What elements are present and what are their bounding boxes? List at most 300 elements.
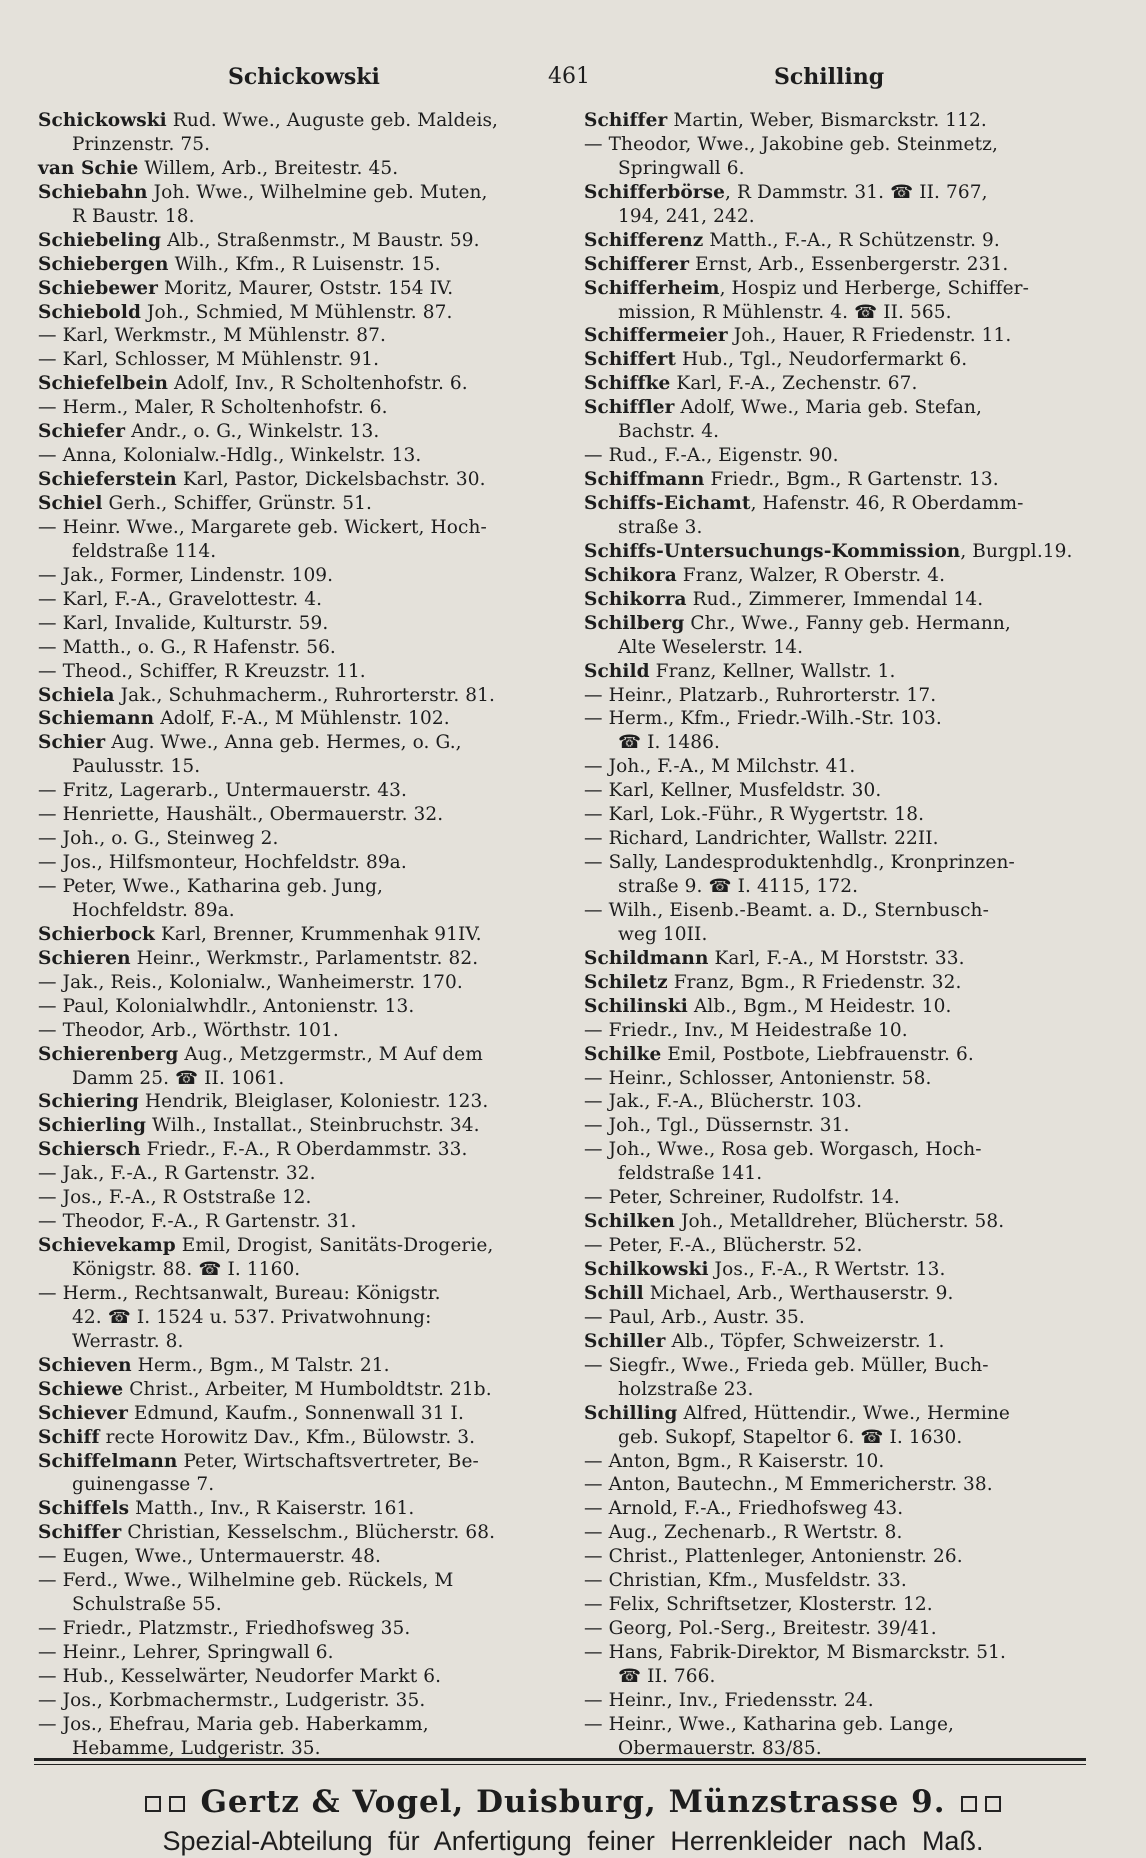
directory-entry-line [584,1210,1086,1234]
entry-surname: Schilberg [584,612,685,634]
directory-entry-line [584,1545,1086,1569]
entry-text: Obermauerstr. 83/85. [618,1737,822,1759]
entry-continuation-line [584,205,1086,229]
directory-entry-line [38,1114,554,1138]
entry-text: Rud. Wwe., Auguste geb. Maldeis, [166,110,499,131]
entry-surname: Schiebergen [38,253,169,275]
entry-surname: Schieferstein [38,469,177,491]
entry-text: — Christ., Plattenleger, Antonienstr. 26. [584,1546,963,1568]
entry-text: — Jak., Reis., Kolonialw., Wanheimerstr. 170. [38,971,463,993]
entry-surname: Schill [584,1282,644,1304]
entry-text: Aug., Metzgermstr., M Auf dem [178,1043,483,1065]
directory-entry-line [584,444,1086,468]
entry-continuation-line [584,420,1086,444]
entry-text: — Fritz, Lagerarb., Untermauerstr. 43. [38,780,407,802]
entry-text: , R Dammstr. 31. ☎ II. 767, [725,181,988,203]
entry-text: — Heinr., Wwe., Katharina geb. Lange, [584,1713,954,1735]
directory-entry-line [38,1545,554,1569]
ornament-square-icon [961,1796,977,1812]
entry-surname: Schiffmann [584,469,705,491]
directory-entry-line [584,971,1086,995]
directory-entry-line [38,109,554,133]
entry-text: — Heinr., Schlosser, Antonienstr. 58. [584,1067,932,1089]
directory-entry-line [584,1019,1086,1043]
entry-text: Paulusstr. 15. [72,756,201,778]
entry-text: R Baustr. 18. [72,205,195,227]
ornament-square-icon [985,1796,1001,1812]
entry-continuation-line [38,1306,554,1330]
directory-entry-line [38,1210,554,1234]
entry-text: Schulstraße 55. [72,1594,222,1616]
directory-entry-line [38,157,554,181]
directory-entry-line [584,564,1086,588]
directory-entry-line [584,1282,1086,1306]
entry-text: guinengasse 7. [72,1474,215,1496]
running-head-first-entry: Schickowski [228,64,380,90]
entry-text: — Karl, Lok.-Führ., R Wygertstr. 18. [584,804,925,826]
entry-text: Alte Weselerstr. 14. [618,636,804,658]
entry-surname: Schilken [584,1211,675,1233]
directory-entry-line [584,133,1086,157]
entry-text: Willem, Arb., Breitestr. 45. [138,157,399,179]
running-head-last-entry: Schilling [774,64,885,90]
directory-entry-line [38,468,554,492]
directory-entry-line [584,660,1086,684]
entry-text: Hub., Tgl., Neudorfermarkt 6. [675,349,968,371]
divider-rule [34,1758,1086,1761]
entry-text: — Richard, Landrichter, Wallstr. 22II. [584,828,939,850]
entry-text: Joh. Wwe., Wilhelmine geb. Muten, [147,181,488,203]
entry-text: — Rud., F.-A., Eigenstr. 90. [584,445,839,467]
entry-text: Franz, Walzer, R Oberstr. 4. [676,564,946,586]
advertisement-title: Gertz & Vogel, Duisburg, Münzstrasse 9. [200,1784,946,1820]
entry-text: Alb., Töpfer, Schweizerstr. 1. [665,1330,945,1352]
entry-text: Heinr., Werkmstr., Parlamentstr. 82. [130,947,479,969]
directory-entry-line [584,1473,1086,1497]
entry-text: — Sally, Landesproduktenhdlg., Kronprinzen- [584,852,1015,874]
directory-entry-line [584,372,1086,396]
entry-text: — Joh., Wwe., Rosa geb. Worgasch, Hoch- [584,1139,982,1161]
directory-entry-line [38,396,554,420]
directory-entry-line [38,803,554,827]
directory-entry-line [38,564,554,588]
entry-text: Karl, Brenner, Krummenhak 91IV. [154,923,482,945]
entry-text: — Jak., Former, Lindenstr. 109. [38,564,334,586]
ornament-square-icon [145,1796,161,1812]
entry-text: — Paul, Arb., Austr. 35. [584,1306,805,1328]
entry-text: — Peter, F.-A., Blücherstr. 52. [584,1235,863,1257]
directory-entry-line [584,1402,1086,1426]
directory-entry-line [38,1138,554,1162]
entry-text: — Anton, Bautechn., M Emmericherstr. 38. [584,1474,993,1496]
entry-text: Adolf, F.-A., M Mühlenstr. 102. [154,708,450,730]
entry-surname: Schiebahn [38,181,148,203]
directory-entry-line [584,588,1086,612]
entry-surname: Schiffermeier [584,325,728,347]
entry-text: geb. Sukopf, Stapeltor 6. ☎ I. 1630. [618,1426,963,1448]
directory-entry-line [584,1450,1086,1474]
entry-continuation-line [584,875,1086,899]
directory-entry-line [38,1617,554,1641]
entry-text: — Peter, Wwe., Katharina geb. Jung, [38,876,384,897]
entry-text: — Jos., Korbmachermstr., Ludgeristr. 35. [38,1689,426,1711]
entry-continuation-line [584,1665,1086,1689]
entry-text: — Karl, Werkmstr., M Mühlenstr. 87. [38,325,386,347]
directory-entry-line [584,947,1086,971]
directory-entry-line [38,1090,554,1114]
entry-text: — Hub., Kesselwärter, Neudorfer Markt 6. [38,1665,442,1687]
directory-entry-line [38,660,554,684]
directory-entry-line [38,1641,554,1665]
entry-text: Ernst, Arb., Essenbergerstr. 231. [689,253,1009,275]
entry-text: — Henriette, Haushält., Obermauerstr. 32. [38,804,444,826]
directory-entry-line [38,731,554,755]
entry-text: — Paul, Kolonialwhdlr., Antonienstr. 13. [38,995,415,1017]
entry-text: Alb., Bgm., M Heidestr. 10. [687,995,952,1017]
advertisement-title-row [0,1784,1146,1820]
entry-text: Hebamme, Ludgeristr. 35. [72,1737,321,1759]
entry-text: Christian, Kesselschm., Blücherstr. 68. [121,1522,496,1544]
directory-entry-line [584,1090,1086,1114]
entry-text: Herm., Bgm., M Talstr. 21. [131,1354,390,1376]
directory-entry-line [38,1043,554,1067]
entry-text: Matth., Inv., R Kaiserstr. 161. [129,1498,415,1520]
directory-entry-line [584,612,1086,636]
entry-surname: Schiefelbein [38,373,169,395]
entry-surname: Schilling [584,1402,678,1424]
entry-text: Peter, Wirtschaftsvertreter, Be- [177,1450,479,1472]
directory-entry-line [38,1186,554,1210]
entry-surname: Schikorra [584,588,687,610]
directory-entry-line [38,851,554,875]
directory-entry-line [38,1426,554,1450]
entry-text: Karl, Pastor, Dickelsbachstr. 30. [176,469,486,491]
directory-entry-line [38,348,554,372]
directory-entry-line [38,1665,554,1689]
entry-surname: Schievekamp [38,1235,176,1257]
directory-entry-line [38,1450,554,1474]
entry-text: Springwall 6. [618,157,745,179]
entry-text: ☎ I. 1486. [618,732,720,754]
entry-continuation-line [38,1593,554,1617]
directory-entry-line [38,1689,554,1713]
entry-surname: Schifferenz [584,229,704,251]
directory-entry-line [584,1306,1086,1330]
entry-surname: Schifferbörse [584,181,726,203]
directory-entry-line [584,324,1086,348]
entry-text: — Christian, Kfm., Musfeldstr. 33. [584,1570,907,1592]
entry-continuation-line [584,636,1086,660]
entry-text: — Theodor, Arb., Wörthstr. 101. [38,1019,339,1041]
entry-surname: Schierling [38,1115,147,1137]
entry-text: feldstraße 114. [72,540,217,562]
entry-surname: Schiel [38,493,103,514]
entry-text: — Karl, Kellner, Musfeldstr. 30. [584,780,882,802]
directory-entry-line [38,827,554,851]
directory-entry-line [584,109,1086,133]
entry-text: — Arnold, F.-A., Friedhofsweg 43. [584,1498,904,1520]
entry-text: — Jos., Ehefrau, Maria geb. Haberkamm, [38,1713,429,1735]
entry-text: Hendrik, Bleiglaser, Koloniestr. 123. [138,1091,489,1113]
entry-surname: Schiffer [38,1522,122,1544]
entry-text: — Matth., o. G., R Hafenstr. 56. [38,636,336,658]
entry-text: Königstr. 88. ☎ I. 1160. [72,1259,301,1280]
entry-text: — Karl, Invalide, Kulturstr. 59. [38,612,329,634]
entry-text: — Herm., Kfm., Friedr.-Wilh.-Str. 103. [584,708,942,730]
entry-continuation-line [584,301,1086,325]
entry-surname: van Schie [38,157,139,179]
entry-text: — Wilh., Eisenb.-Beamt. a. D., Sternbusch- [584,899,989,921]
directory-entry-line [38,923,554,947]
directory-entry-line [584,1617,1086,1641]
entry-text: Gerh., Schiffer, Grünstr. 51. [102,493,372,514]
entry-text: , Hafenstr. 46, R Oberdamm- [750,493,1024,514]
entry-text: — Joh., Tgl., Düssernstr. 31. [584,1115,850,1137]
entry-text: , Hospiz und Herberge, Schiffer- [719,277,1029,299]
directory-entry-line [38,1162,554,1186]
entry-continuation-line [38,205,554,229]
directory-entry-line [584,348,1086,372]
directory-entry-line [584,1641,1086,1665]
directory-entry-line [584,277,1086,301]
entry-text: — Theodor, Wwe., Jakobine geb. Steinmetz, [584,133,998,155]
entry-surname: Schiff [38,1426,100,1448]
directory-entry-line [38,1282,554,1306]
entry-text: ☎ II. 766. [618,1665,716,1687]
directory-entry-line [38,588,554,612]
entry-text: — Ferd., Wwe., Wilhelmine geb. Rückels, M [38,1570,454,1592]
entry-surname: Schiffs-Untersuchungs-Kommission [584,540,961,562]
entry-continuation-line [38,1330,554,1354]
directory-entry-line [584,1234,1086,1258]
directory-entry-line [38,1497,554,1521]
directory-entry-line [38,372,554,396]
directory-entry-line [38,253,554,277]
directory-entry-line [38,1521,554,1545]
entry-text: — Peter, Schreiner, Rudolfstr. 14. [584,1187,900,1209]
entry-text: Hochfeldstr. 89a. [72,899,235,921]
entry-surname: Schilkowski [584,1259,709,1280]
directory-entry-line [584,181,1086,205]
directory-entry-line [38,1378,554,1402]
directory-entry-line [38,971,554,995]
entry-text: Matth., F.-A., R Schützenstr. 9. [703,229,1000,251]
entry-text: feldstraße 141. [618,1163,763,1185]
directory-entry-line [38,779,554,803]
directory-entry-line [38,301,554,325]
entry-text: Adolf, Inv., R Scholtenhofstr. 6. [168,373,468,395]
entry-surname: Schiller [584,1330,666,1352]
entry-surname: Schildmann [584,947,709,969]
entry-text: Moritz, Maurer, Oststr. 154 IV. [158,277,454,299]
directory-entry-line [38,516,554,540]
directory-entry-line [584,1569,1086,1593]
directory-entry-line [38,1019,554,1043]
entry-text: Rud., Zimmerer, Immendal 14. [686,588,984,610]
entry-text: Chr., Wwe., Fanny geb. Hermann, [684,612,1011,634]
entry-text: Alfred, Hüttendir., Wwe., Hermine [677,1402,1010,1424]
directory-entry-line [38,1569,554,1593]
entry-text: holzstraße 23. [618,1378,754,1400]
entry-text: — Felix, Schriftsetzer, Klosterstr. 12. [584,1594,933,1616]
directory-entry-line [38,707,554,731]
directory-entry-line [38,492,554,516]
entry-surname: Schiffert [584,349,676,371]
directory-entry-line [584,827,1086,851]
entry-text: — Friedr., Inv., M Heidestraße 10. [584,1019,908,1041]
entry-text: Karl, F.-A., M Horststr. 33. [708,947,965,969]
entry-surname: Schiewe [38,1378,124,1400]
directory-entry-line [584,899,1086,923]
entry-surname: Schieven [38,1354,132,1376]
entry-text: weg 10II. [618,923,708,945]
directory-entry-line [38,1713,554,1737]
entry-text: — Heinr., Platzarb., Ruhrorterstr. 17. [584,684,937,706]
directory-entry-line [38,684,554,708]
directory-entry-line [584,253,1086,277]
directory-entry-line [584,1689,1086,1713]
directory-entry-line [38,324,554,348]
entry-continuation-line [584,731,1086,755]
entry-text: — Aug., Zechenarb., R Wertstr. 8. [584,1522,903,1544]
directory-entry-line [584,1186,1086,1210]
entry-text: — Siegfr., Wwe., Frieda geb. Müller, Buch- [584,1354,989,1376]
entry-surname: Schiffelmann [38,1450,178,1472]
entry-continuation-line [38,899,554,923]
directory-entry-line [584,803,1086,827]
entry-text: Adolf, Wwe., Maria geb. Stefan, [674,397,982,419]
directory-entry-line [584,995,1086,1019]
entry-text: 42. ☎ I. 1524 u. 537. Privatwohnung: [72,1306,432,1328]
entry-text: Michael, Arb., Werthauserstr. 9. [643,1282,954,1304]
directory-entry-line [38,995,554,1019]
entry-text: — Herm., Maler, R Scholtenhofstr. 6. [38,397,388,419]
entry-continuation-line [38,1473,554,1497]
directory-entry-line [584,1497,1086,1521]
entry-surname: Schieren [38,947,131,969]
entry-text: — Joh., o. G., Steinweg 2. [38,828,279,850]
entry-text: Prinzenstr. 75. [72,133,211,155]
directory-entry-line [584,1521,1086,1545]
entry-continuation-line [38,1067,554,1091]
entry-surname: Schiebeling [38,229,162,251]
directory-entry-line [584,779,1086,803]
entry-text: — Anton, Bgm., R Kaiserstr. 10. [584,1450,885,1472]
directory-column-left [38,109,554,1761]
entry-surname: Schierenberg [38,1043,179,1065]
entry-text: Alb., Straßenmstr., M Baustr. 59. [161,229,480,251]
entry-surname: Schiletz [584,971,668,993]
entry-text: Joh., Hauer, R Friedenstr. 11. [727,325,1012,347]
entry-text: — Heinr. Wwe., Margarete geb. Wickert, Hoch- [38,516,487,538]
directory-entry-line [584,1043,1086,1067]
entry-continuation-line [38,133,554,157]
entry-surname: Schifferer [584,253,690,275]
entry-text: Joh., Metalldreher, Blücherstr. 58. [674,1211,1005,1233]
entry-surname: Schiersch [38,1139,141,1161]
entry-text: Bachstr. 4. [618,421,720,443]
entry-surname: Schiever [38,1402,128,1424]
directory-column-right [584,109,1086,1761]
directory-entry-line [584,396,1086,420]
entry-surname: Schilke [584,1043,662,1065]
entry-text: — Jos., F.-A., R Oststraße 12. [38,1187,312,1209]
entry-surname: Schiela [38,684,115,706]
directory-entry-line [584,1593,1086,1617]
directory-entry-line [584,1330,1086,1354]
entry-text: Christ., Arbeiter, M Humboldtstr. 21b. [123,1378,492,1400]
directory-entry-line [584,468,1086,492]
ornament-square-icon [169,1796,185,1812]
entry-continuation-line [38,1258,554,1282]
entry-surname: Schiering [38,1091,139,1113]
entry-text: — Herm., Rechtsanwalt, Bureau: Königstr. [38,1282,441,1304]
directory-entry-line [38,181,554,205]
entry-surname: Schild [584,660,650,682]
entry-text: Joh., Schmied, M Mühlenstr. 87. [141,301,453,323]
entry-text: Karl, F.-A., Zechenstr. 67. [670,373,918,395]
entry-continuation-line [38,540,554,564]
entry-text: — Eugen, Wwe., Untermauerstr. 48. [38,1546,381,1568]
entry-continuation-line [584,923,1086,947]
entry-text: 194, 241, 242. [618,205,755,227]
entry-continuation-line [584,516,1086,540]
entry-text: straße 9. ☎ I. 4115, 172. [618,876,859,897]
entry-surname: Schiffke [584,373,671,395]
entry-text: Damm 25. ☎ II. 1061. [72,1067,285,1089]
entry-text: — Theodor, F.-A., R Gartenstr. 31. [38,1211,357,1233]
entry-surname: Schiffler [584,397,675,419]
entry-text: — Heinr., Inv., Friedensstr. 24. [584,1689,874,1711]
entry-surname: Schickowski [38,110,167,131]
entry-text: — Karl, Schlosser, M Mühlenstr. 91. [38,349,380,371]
entry-surname: Schikora [584,564,677,586]
entry-surname: Schiffs-Eichamt [584,493,751,514]
entry-surname: Schiffels [38,1498,130,1520]
entry-continuation-line [584,157,1086,181]
entry-text: recte Horowitz Dav., Kfm., Bülowstr. 3. [99,1426,476,1448]
directory-entry-line [584,540,1086,564]
directory-entry-line [584,1354,1086,1378]
entry-surname: Schiefer [38,421,126,443]
directory-entry-line [38,229,554,253]
entry-text: — Jos., Hilfsmonteur, Hochfeldstr. 89a. [38,852,407,874]
entry-text: — Georg, Pol.-Serg., Breitestr. 39/41. [584,1618,937,1640]
directory-entry-line [584,1138,1086,1162]
entry-surname: Schiemann [38,708,155,730]
entry-continuation-line [38,755,554,779]
entry-text: — Hans, Fabrik-Direktor, M Bismarckstr. 51. [584,1642,1006,1663]
entry-text: Wilh., Installat., Steinbruchstr. 34. [146,1115,480,1137]
directory-entry-line [584,851,1086,875]
directory-entry-line [584,707,1086,731]
entry-text: Jak., Schuhmacherm., Ruhrorterstr. 81. [114,684,496,706]
entry-text: Aug. Wwe., Anna geb. Hermes, o. G., [105,732,462,754]
entry-text: Wilh., Kfm., R Luisenstr. 15. [168,253,441,275]
entry-text: mission, R Mühlenstr. 4. ☎ II. 565. [618,301,952,323]
entry-text: — Jak., F.-A., R Gartenstr. 32. [38,1163,316,1185]
entry-text: Friedr., Bgm., R Gartenstr. 13. [704,469,999,491]
entry-text: straße 3. [618,516,703,538]
directory-entry-line [38,420,554,444]
entry-surname: Schiebewer [38,277,159,299]
advertisement-subtitle: Spezial-Abteilung für Anfertigung feiner Herrenkleider nach Maß. [162,1826,984,1856]
page-number: 461 [548,64,590,89]
directory-entry-line [38,1354,554,1378]
entry-text: — Friedr., Platzmstr., Friedhofsweg 35. [38,1618,411,1640]
entry-surname: Schierbock [38,923,155,945]
entry-text: Jos., F.-A., R Wertstr. 13. [708,1259,946,1280]
